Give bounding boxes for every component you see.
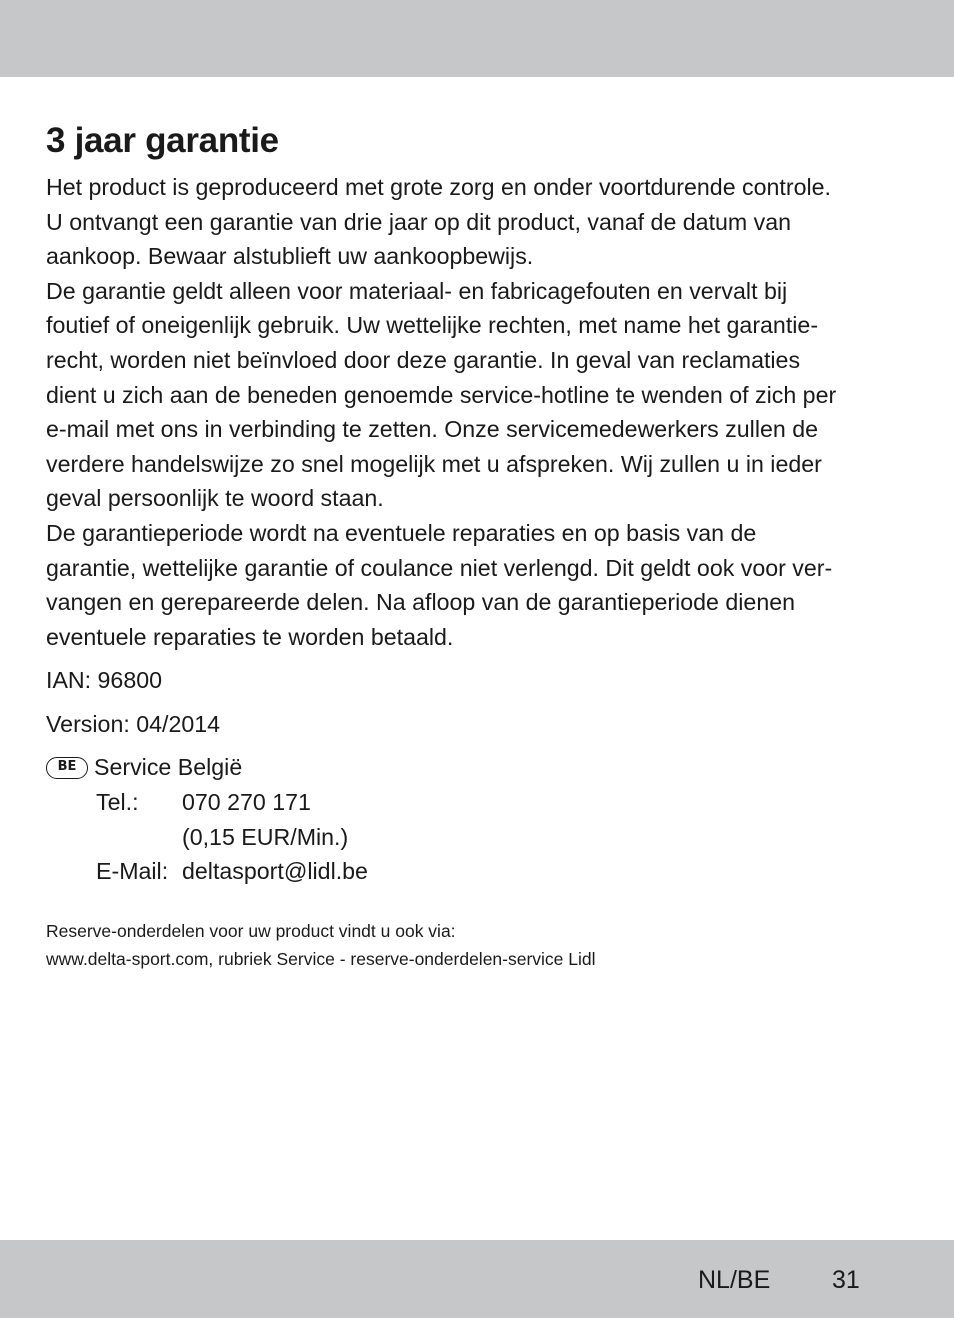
page-number: 31	[832, 1266, 860, 1294]
spare-parts-line-2: www.delta-sport.com, rubriek Service - reserve-onderdelen-service Lidl	[46, 948, 596, 969]
phone-label: Tel.:	[96, 788, 139, 815]
spare-parts-line-1: Reserve-onderdelen voor uw product vindt u ook via:	[46, 920, 456, 941]
email-row	[46, 854, 916, 889]
header-band	[0, 0, 954, 77]
rate-row	[46, 820, 916, 855]
service-block	[46, 750, 916, 888]
phone-row	[46, 785, 916, 820]
email-address: deltasport@lidl.be	[182, 858, 368, 885]
page-title: 3 jaar garantie	[46, 121, 279, 160]
service-header	[46, 750, 916, 785]
version-info: Version: 04/2014	[46, 711, 221, 738]
ian-number: IAN: 96800	[46, 667, 163, 694]
spare-parts-note	[46, 917, 916, 973]
call-rate: (0,15 EUR/Min.)	[182, 823, 349, 850]
paragraph-conditions: De garantie geldt alleen voor materiaal- en fabricagefouten en vervalt bij foutief of oneigenlijk gebruik. Uw wettelijke rechten, met name het garantie- recht, worden niet beïnvloed door deze garantie. In geval van reclamaties dient u zich aan de beneden genoemde service-hotline te wenden of zich per e-mail met ons in verbinding te zetten. Onze servicemedewerkers zullen de verdere handelswijze zo snel mogelijk met u afspreken. Wij zullen u in ieder geval persoonlijk te woord staan.	[46, 277, 837, 512]
rate-spacer	[96, 820, 182, 855]
warranty-section	[46, 118, 916, 973]
service-title: Service België	[94, 754, 243, 781]
paragraph-intro: Het product is geproduceerd met grote zorg en onder voortdurende controle. U ontvangt een garantie van drie jaar op dit product, vanaf de datum van aankoop. Bewaar alstublieft uw aankoopbewijs.	[46, 174, 831, 270]
footer-band	[0, 1240, 954, 1318]
phone-number: 070 270 171	[182, 788, 311, 815]
belgium-badge-icon: BE	[46, 757, 88, 779]
locale-label: NL/BE	[698, 1266, 771, 1294]
paragraph-period: De garantieperiode wordt na eventuele reparaties en op basis van de garantie, wettelijke garantie of coulance niet verlengd. Dit geldt ook voor ver- vangen en gerepareerde delen. Na afloop van de garantieperiode dienen eventuele reparaties te worden betaald.	[46, 519, 833, 650]
email-label: E-Mail:	[96, 858, 169, 885]
